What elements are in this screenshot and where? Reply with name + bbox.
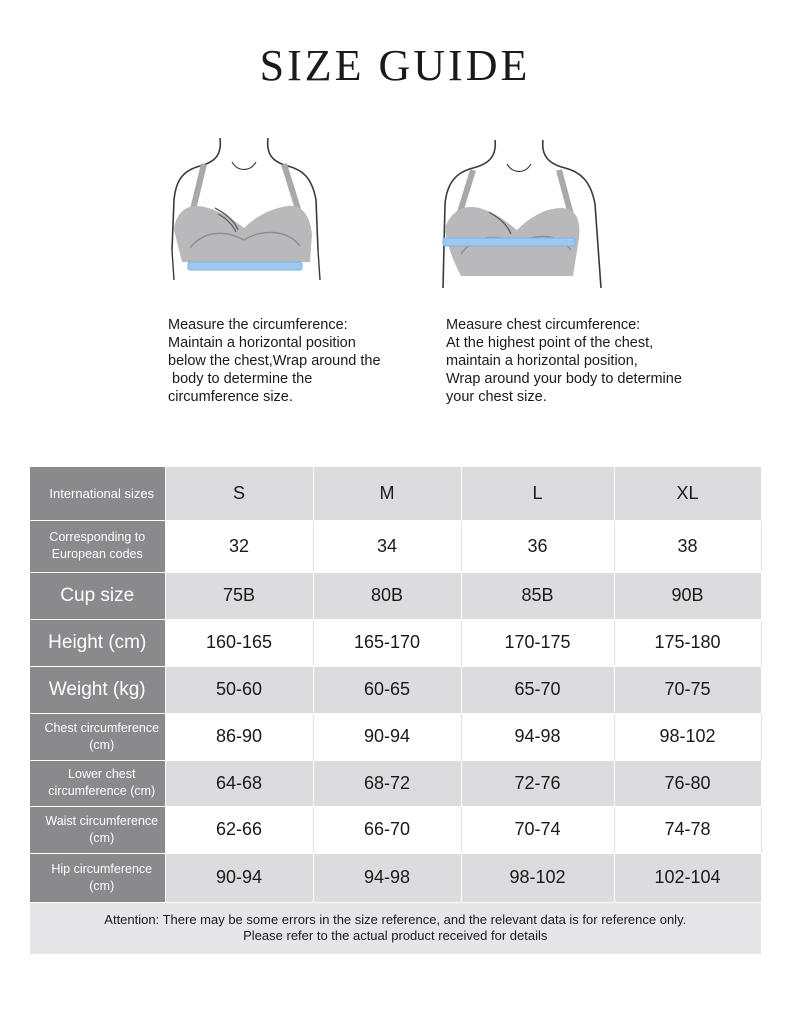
attention-note-line1: Attention: There may be some errors in the size reference, and the relevant data is for reference only. [104,912,687,927]
bust-instructions: Measure chest circumference: At the highest point of the chest, maintain a horizontal position, Wrap around your body to determine your chest size. [446,317,682,405]
table-row [30,619,761,666]
table-cell: 170-175 [461,619,614,666]
table-cell: 50-60 [165,666,313,713]
table-cell: 76-80 [614,760,761,806]
table-cell: 34 [313,520,461,572]
table-row [30,853,761,902]
table-cell: 72-76 [461,760,614,806]
page-title: SIZE GUIDE [259,41,531,90]
row-label-cup-size: Cup size [30,572,165,619]
table-cell: 90B [614,572,761,619]
bust-figure-icon [433,130,623,290]
table-cell: M [313,467,461,520]
row-label-waist-circumference: Waist circumference (cm) [30,806,165,853]
table-row [30,760,761,806]
size-chart-table [30,467,762,955]
row-label-european-codes: Corresponding to European codes [30,520,165,572]
table-row [30,806,761,853]
table-row [30,572,761,619]
row-label-height: Height (cm) [30,619,165,666]
table-row [30,666,761,713]
table-cell: 165-170 [313,619,461,666]
table-cell: 98-102 [461,853,614,902]
row-label-lower-chest-circumference: Lower chest circumference (cm) [30,760,165,806]
table-cell: 65-70 [461,666,614,713]
row-label-hip-circumference: Hip circumference (cm) [30,853,165,902]
table-cell: 68-72 [313,760,461,806]
table-cell: 102-104 [614,853,761,902]
table-cell: 98-102 [614,713,761,760]
table-cell: 85B [461,572,614,619]
table-cell: 62-66 [165,806,313,853]
row-label-chest-circumference: Chest circumference (cm) [30,713,165,760]
table-cell: L [461,467,614,520]
table-row [30,467,761,520]
attention-note-line2: Please refer to the actual product received for details [243,928,548,943]
underbust-measure-illustration [160,130,350,290]
underbust-figure-icon [160,130,350,290]
table-row [30,520,761,572]
table-cell: 60-65 [313,666,461,713]
table-cell: 94-98 [461,713,614,760]
table-cell: 38 [614,520,761,572]
table-cell: 80B [313,572,461,619]
table-row [30,713,761,760]
row-label-international-sizes: International sizes [30,467,165,520]
table-cell: 75B [165,572,313,619]
table-cell: 74-78 [614,806,761,853]
table-cell: 160-165 [165,619,313,666]
table-note-row [30,902,761,954]
table-cell: 64-68 [165,760,313,806]
table-cell: 86-90 [165,713,313,760]
underbust-instructions: Measure the circumference: Maintain a horizontal position below the chest,Wrap around the body to determine the circumference size. [168,317,381,405]
table-cell: 175-180 [614,619,761,666]
table-cell: 70-74 [461,806,614,853]
table-cell: 90-94 [313,713,461,760]
attention-note [30,902,761,954]
table-cell: 32 [165,520,313,572]
table-cell: 90-94 [165,853,313,902]
table-cell: 66-70 [313,806,461,853]
table-cell: XL [614,467,761,520]
table-cell: S [165,467,313,520]
table-cell: 36 [461,520,614,572]
table-cell: 94-98 [313,853,461,902]
bust-measure-illustration [433,130,623,290]
table-cell: 70-75 [614,666,761,713]
row-label-weight: Weight (kg) [30,666,165,713]
